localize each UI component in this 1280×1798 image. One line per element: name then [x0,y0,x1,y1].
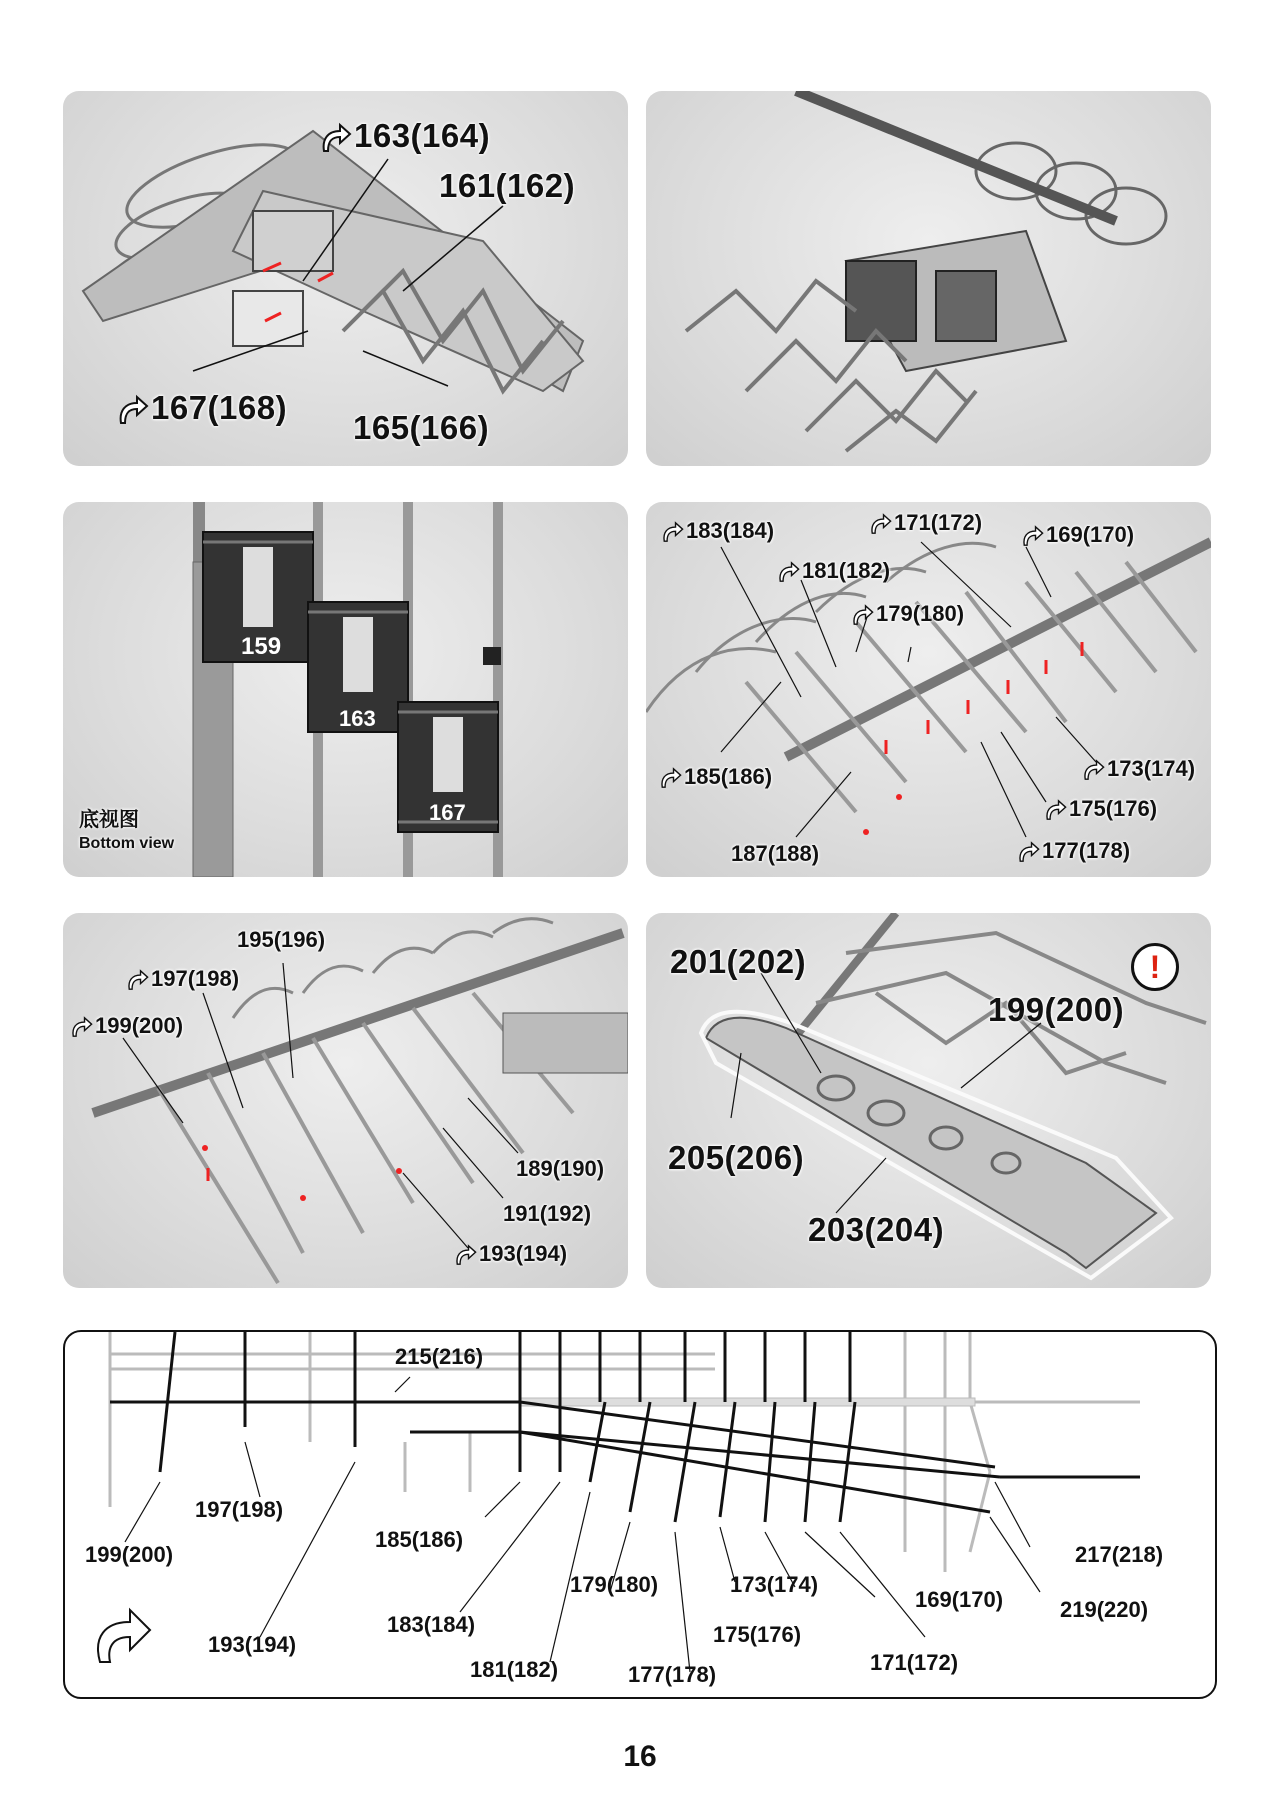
label-201-202: 201(202) [670,943,807,980]
label-195-196: 195(196) [237,927,326,952]
flip-arrow-icon [850,603,874,627]
flip-arrow-icon [318,121,352,155]
label-185-186: 185(186) [658,766,772,790]
diagram-label-219-220: 219(220) [1060,1597,1149,1622]
label-191-192: 191(192) [503,1201,592,1226]
label-171-172: 171(172) [868,512,982,536]
page-number: 16 [623,1740,657,1773]
part-number-163: 163 [339,706,376,731]
diagram-label-173-174: 173(174) [730,1572,819,1597]
flip-arrow-icon [776,560,800,584]
diagram-label-181-182: 181(182) [470,1657,559,1682]
diagram-label-171-172: 171(172) [870,1650,959,1675]
flip-arrow-icon [115,393,149,427]
photo-panel-1 [63,91,628,466]
diagram-label-197-198: 197(198) [195,1497,284,1522]
label-187-188: 187(188) [731,841,820,866]
label-181-182: 181(182) [776,560,890,584]
diagram-label-217-218: 217(218) [1075,1542,1164,1567]
part-number-167: 167 [429,800,466,825]
label-169-170: 169(170) [1020,524,1134,548]
bottom-view-label-cn: 底视图 [79,809,139,831]
label-163-164: 163(164) [318,119,490,155]
photo-panel-6 [646,913,1211,1288]
photo-panel-3 [63,502,628,877]
diagram-label-199-200: 199(200) [85,1542,174,1567]
diagram-label-175-176: 175(176) [713,1622,802,1647]
label-175-176: 175(176) [1043,798,1157,822]
bottom-view-illustration [63,502,628,877]
label-199-200-tip: 199(200) [988,991,1125,1028]
label-183-184: 183(184) [660,520,774,544]
label-167-168: 167(168) [115,391,287,427]
diagram-label-169-170: 169(170) [915,1587,1004,1612]
flip-arrow-icon [69,1015,93,1039]
diagram-label-185-186: 185(186) [375,1527,464,1552]
flip-arrow-icon [660,520,684,544]
label-177-178: 177(178) [1016,840,1130,864]
flip-arrow-icon [1081,758,1105,782]
diagram-label-193-194: 193(194) [208,1632,297,1657]
bottom-view-label-en: Bottom view [79,835,175,852]
flip-arrow-icon [453,1243,477,1267]
diagram-label-177-178: 177(178) [628,1662,717,1687]
diagram-label-179-180: 179(180) [570,1572,659,1597]
assembly-diagram [63,1330,1217,1699]
label-199-200: 199(200) [69,1015,183,1039]
flip-arrow-icon [868,512,892,536]
label-189-190: 189(190) [516,1156,605,1181]
flip-arrow-icon [658,766,682,790]
flip-arrow-icon [1016,840,1040,864]
photo-panel-4 [646,502,1211,877]
label-173-174: 173(174) [1081,758,1195,782]
label-205-206: 205(206) [668,1139,805,1176]
flip-arrow-icon [125,968,149,992]
label-193-194: 193(194) [453,1243,567,1267]
flip-arrow-icon [98,1610,150,1662]
label-197-198: 197(198) [125,968,239,992]
wing-frame-illustration [646,91,1211,466]
diagram-label-215-216: 215(216) [395,1344,484,1369]
label-165-166: 165(166) [353,409,490,446]
flip-arrow-icon [1020,524,1044,548]
photo-panel-5 [63,913,628,1288]
label-203-204: 203(204) [808,1211,945,1248]
warning-icon: ! [1131,943,1179,991]
label-179-180: 179(180) [850,603,964,627]
diagram-label-183-184: 183(184) [387,1612,476,1637]
photo-panel-2 [646,91,1211,466]
flip-arrow-icon [1043,798,1067,822]
label-161-162: 161(162) [439,167,576,204]
part-number-159: 159 [241,633,282,660]
